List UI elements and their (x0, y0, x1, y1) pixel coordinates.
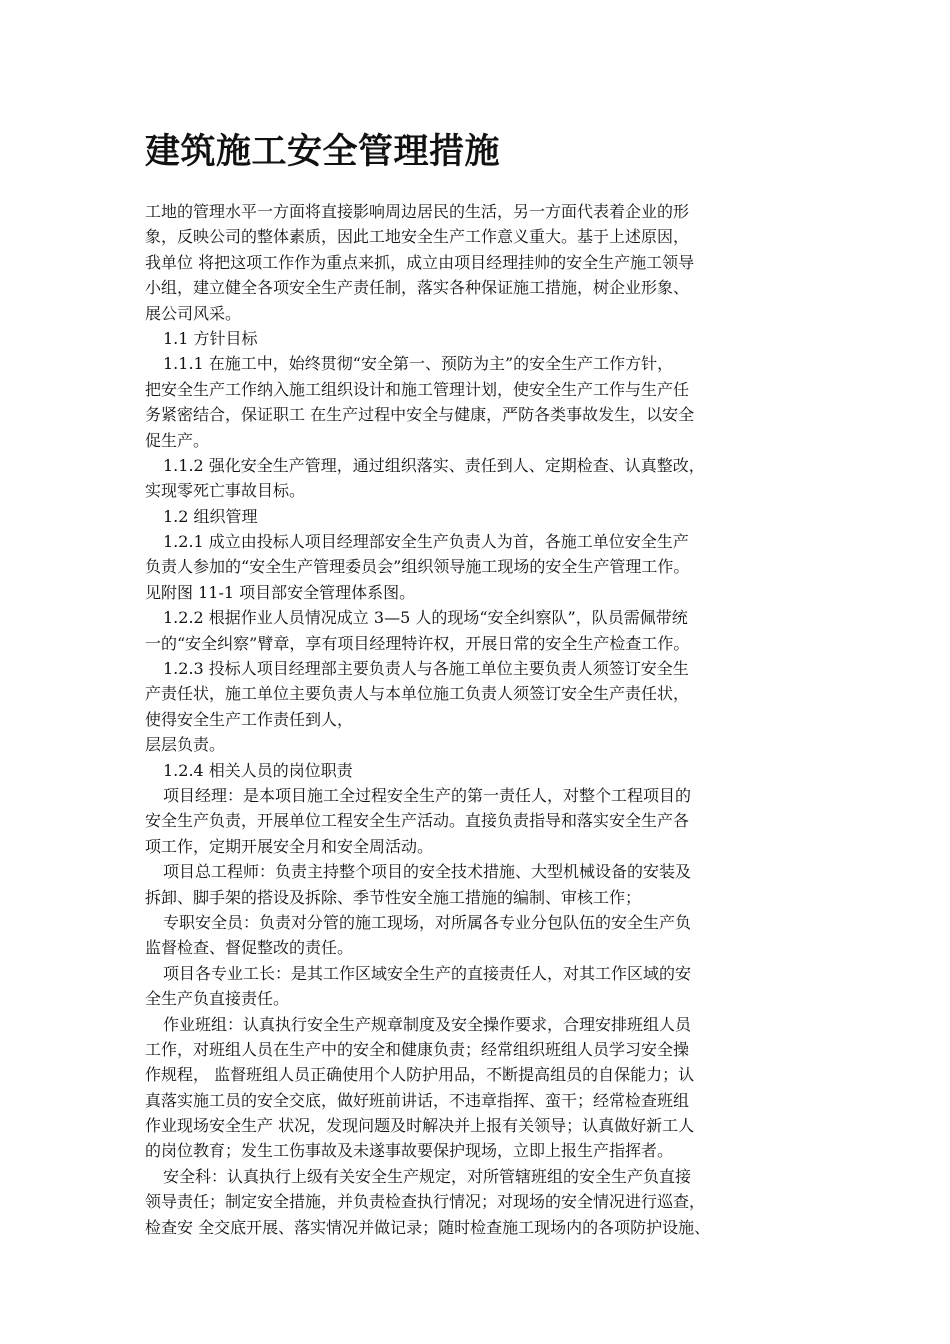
body-line: 见附图 11-1 项目部安全管理体系图。 (145, 582, 416, 602)
body-line: 领导责任；制定安全措施，并负责检查执行情况；对现场的安全情况进行巡查， (145, 1192, 706, 1212)
body-line: 项目经理：是本项目施工全过程安全生产的第一责任人，对整个工程项目的 (163, 785, 692, 805)
body-line: 1.1.1 在施工中，始终贯彻“安全第一、预防为主”的安全生产工作方针， (163, 354, 674, 374)
body-line: 象，反映公司的整体素质，因此工地安全生产工作意义重大。基于上述原因， (145, 227, 690, 247)
body-line: 使得安全生产工作责任到人， (145, 709, 354, 729)
body-line: 项目各专业工长：是其工作区域安全生产的直接责任人，对其工作区域的安 (163, 963, 692, 983)
body-line: 1.1 方针目标 (163, 328, 258, 348)
body-line: 1.2.3 投标人项目经理部主要负责人与各施工单位主要负责人须签订安全生 (163, 659, 689, 679)
body-line: 1.2.4 相关人员的岗位职责 (163, 760, 353, 780)
body-line: 拆卸、脚手架的搭设及拆除、季节性安全施工措施的编制、审核工作； (145, 887, 642, 907)
body-line: 的岗位教育；发生工伤事故及未遂事故要保护现场，立即上报生产指挥者。 (145, 1141, 674, 1161)
body-line: 促生产。 (145, 430, 210, 450)
body-line: 监督检查、督促整改的责任。 (145, 938, 354, 958)
body-line: 1.1.2 强化安全生产管理，通过组织落实、责任到人、定期检查、认真整改， (163, 455, 705, 475)
body-line: 产责任状，施工单位主要负责人与本单位施工负责人须签订安全生产责任状， (145, 684, 690, 704)
body-line: 一的“安全纠察”臂章，享有项目经理特许权，开展日常的安全生产检查工作。 (145, 633, 690, 653)
body-line: 真落实施工员的安全交底，做好班前讲话，不违章指挥、蛮干；经常检查班组 (145, 1090, 690, 1110)
body-line: 1.2.2 根据作业人员情况成立 3—5 人的现场“安全纠察队”，队员需佩带统 (163, 608, 688, 628)
body-line: 作规程， 监督班组人员正确使用个人防护用品，不断提高组员的自保能力；认 (145, 1065, 695, 1085)
body-line: 把安全生产工作纳入施工组织设计和施工管理计划，使安全生产工作与生产任 (145, 379, 690, 399)
body-line: 1.2.1 成立由投标人项目经理部安全生产负责人为首，各施工单位安全生产 (163, 532, 689, 552)
body-line: 作业班组：认真执行安全生产规章制度及安全操作要求，合理安排班组人员 (163, 1014, 692, 1034)
body-line: 实现零死亡事故目标。 (145, 481, 306, 501)
body-line: 检查安 全交底开展、落实情况并做记录；随时检查施工现场内的各项防护设施、 (145, 1217, 711, 1237)
document-body (145, 199, 825, 1240)
body-line: 项工作，定期开展安全月和安全周活动。 (145, 836, 434, 856)
body-line: 全生产负直接责任。 (145, 989, 290, 1009)
body-line: 工作，对班组人员在生产中的安全和健康负责；经常组织班组人员学习安全操 (145, 1039, 690, 1059)
document-title: 建筑施工安全管理措施 (145, 132, 501, 172)
body-line: 务紧密结合，保证职工 在生产过程中安全与健康，严防各类事故发生，以安全 (145, 405, 695, 425)
body-line: 展公司风采。 (145, 303, 242, 323)
body-line: 层层负责。 (145, 735, 226, 755)
body-line: 项目总工程师：负责主持整个项目的安全技术措施、大型机械设备的安装及 (163, 862, 692, 882)
body-line: 工地的管理水平一方面将直接影响周边居民的生活，另一方面代表着企业的形 (145, 202, 690, 221)
body-line: 作业现场安全生产 状况，发现问题及时解决并上报有关领导；认真做好新工人 (145, 1116, 695, 1136)
body-line: 小组，建立健全各项安全生产责任制，落实各种保证施工措施，树企业形象、 (145, 278, 690, 298)
body-line: 安全生产负责，开展单位工程安全生产活动。直接负责指导和落实安全生产各 (145, 811, 690, 831)
body-line: 安全科：认真执行上级有关安全生产规定，对所管辖班组的安全生产负直接 (163, 1166, 692, 1186)
body-line: 1.2 组织管理 (163, 506, 258, 526)
body-line: 负责人参加的“安全生产管理委员会”组织领导施工现场的安全生产管理工作。 (145, 557, 690, 577)
body-line: 专职安全员：负责对分管的施工现场，对所属各专业分包队伍的安全生产负 (163, 912, 692, 932)
body-line: 我单位 将把这项工作作为重点来抓，成立由项目经理挂帅的安全生产施工领导 (145, 252, 695, 272)
